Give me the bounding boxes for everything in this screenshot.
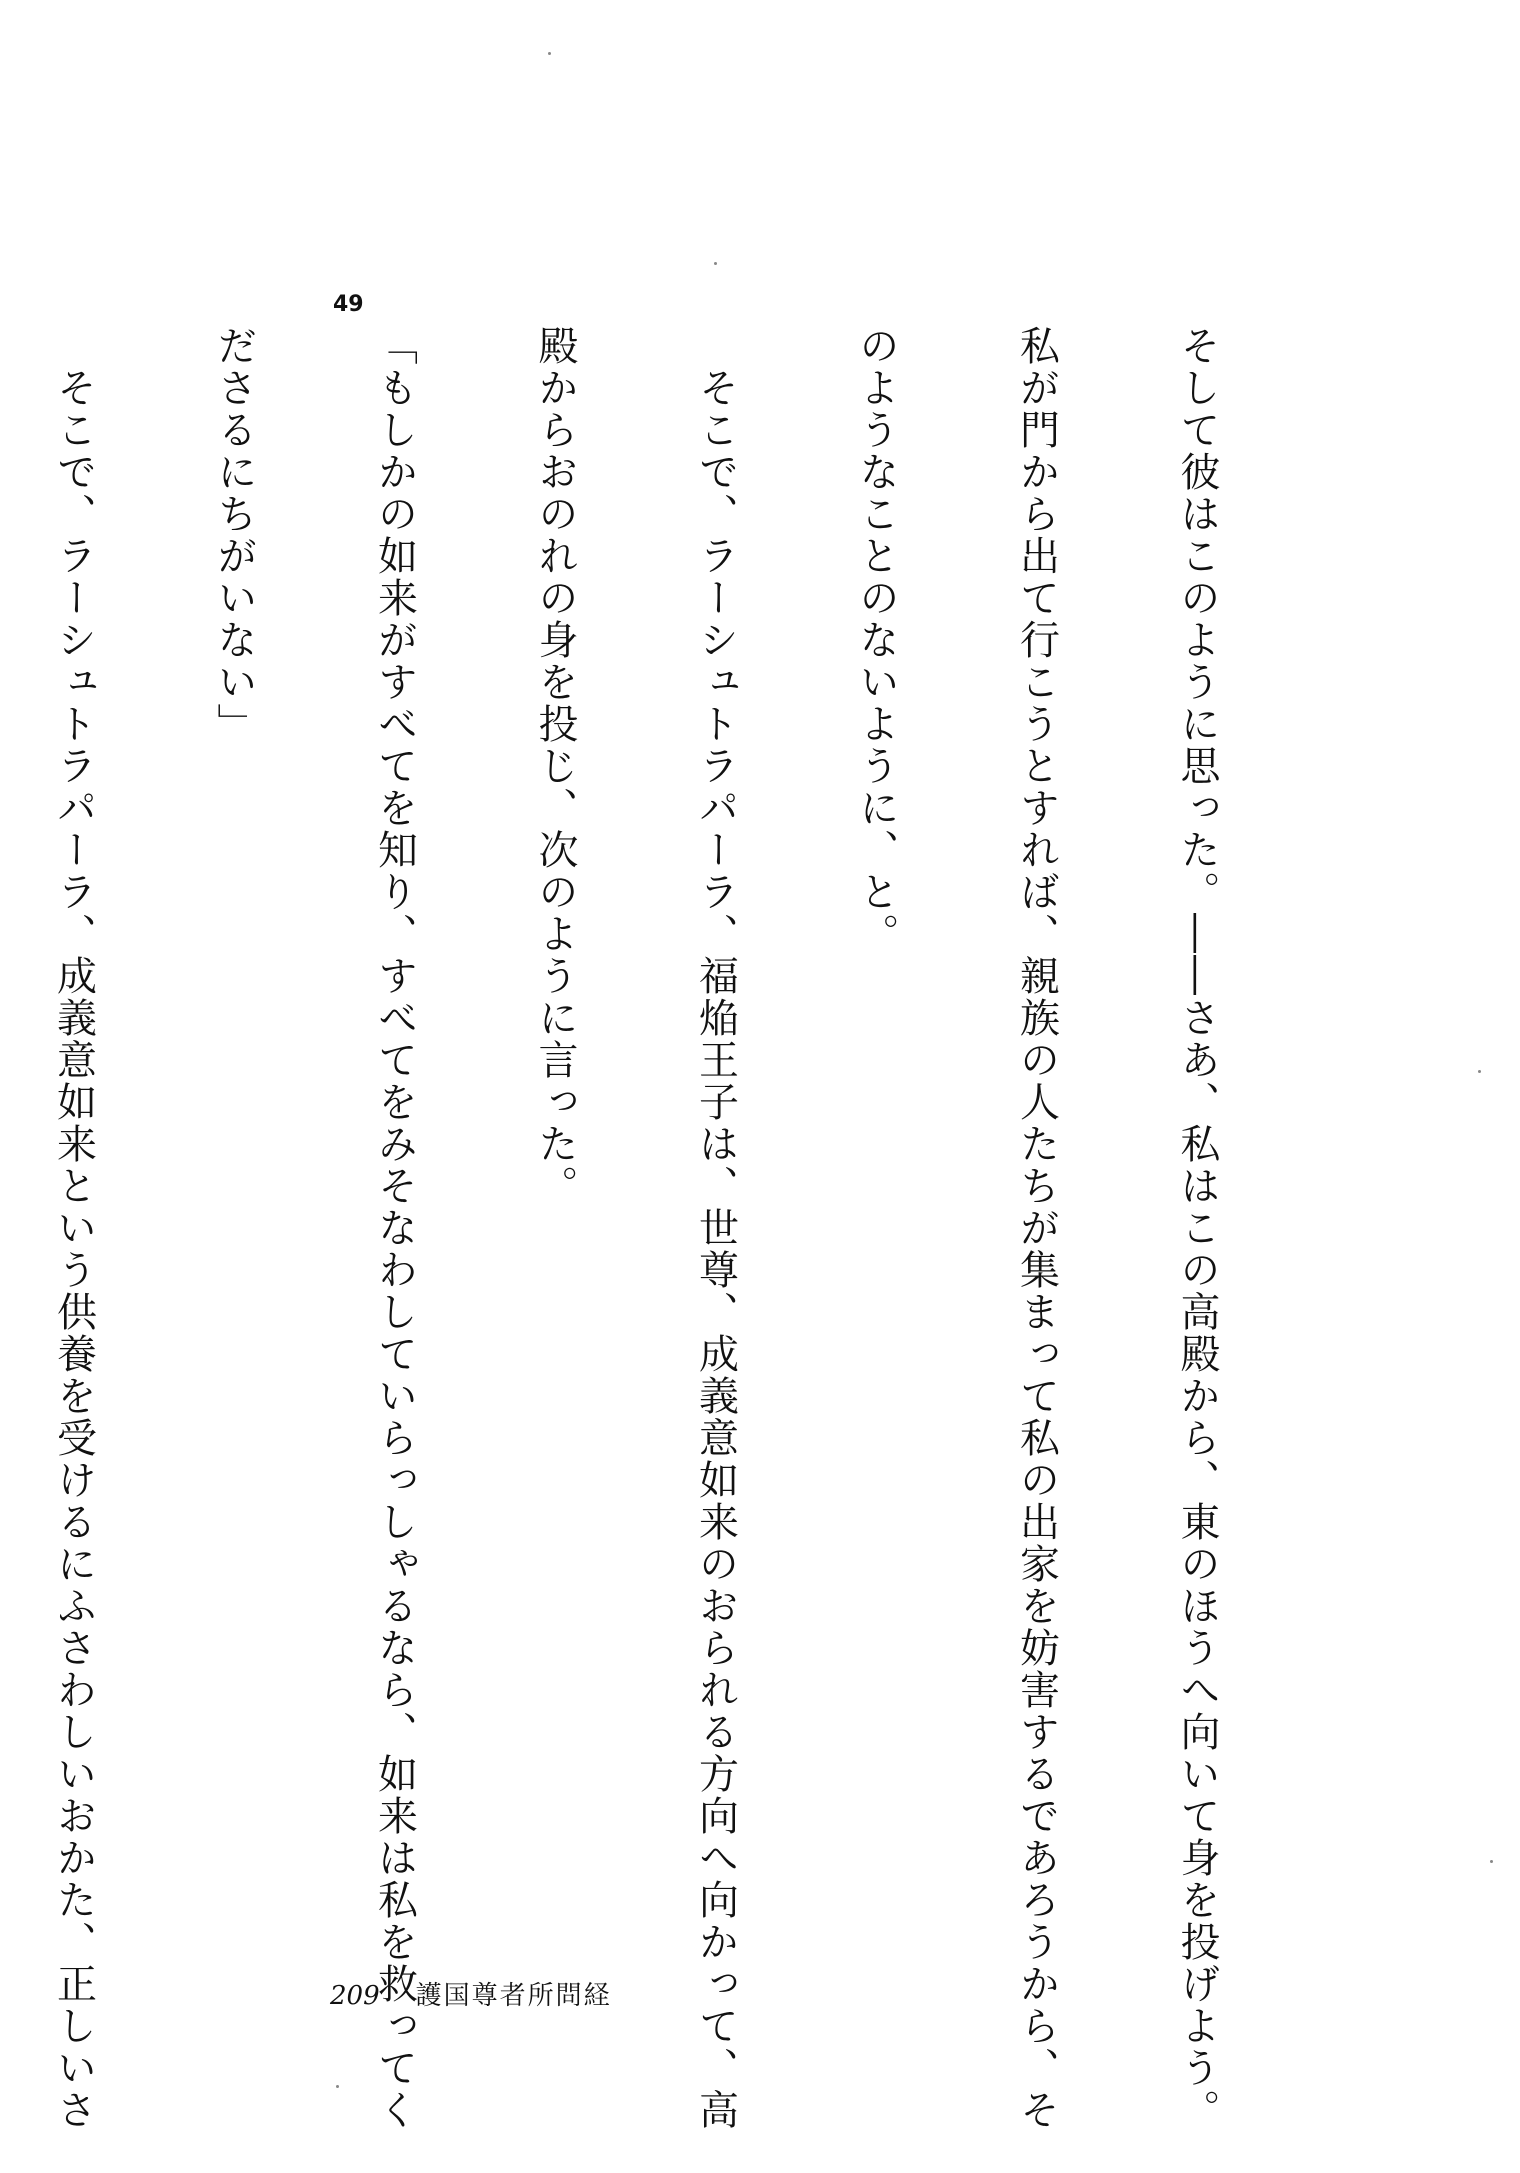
scan-speck: [1478, 1070, 1481, 1073]
scan-speck: [714, 262, 717, 265]
note-number: 49: [333, 292, 364, 317]
text-column: そこで、ラーシュトラパーラ、成義意如来という供養を受けるにふさわしいおかた、正しいさ: [50, 325, 97, 2131]
text-column: そこで、ラーシュトラパーラ、福焔王子は、世尊、成義意如来のおられる方向へ向かって、高: [692, 325, 739, 2131]
text-column: 私が門から出て行こうとすれば、親族の人たちが集まって私の出家を妨害するであろうから、そ: [1013, 325, 1060, 2131]
scan-speck: [1490, 1860, 1493, 1863]
running-title: 護国尊者所問経: [415, 1981, 612, 2011]
text-column: 「もしかの如来がすべてを知り、すべてをみそなわしていらっしゃるなら、如来は私を救ってく: [371, 325, 418, 2131]
scan-speck: [548, 52, 551, 55]
text-column: そして彼はこのように思った。――さあ、私はこの高殿から、東のほうへ向いて身を投げよう。: [1174, 325, 1220, 2131]
page-number: 209: [330, 1981, 380, 2011]
text-column: のようなことのないように、と。: [853, 325, 899, 955]
text-column: ださるにちがいない」: [211, 325, 257, 745]
page-footer: [330, 1975, 612, 2012]
scan-speck: [336, 2085, 339, 2088]
text-column: 殿からおのれの身を投じ、次のように言った。: [532, 325, 578, 1207]
